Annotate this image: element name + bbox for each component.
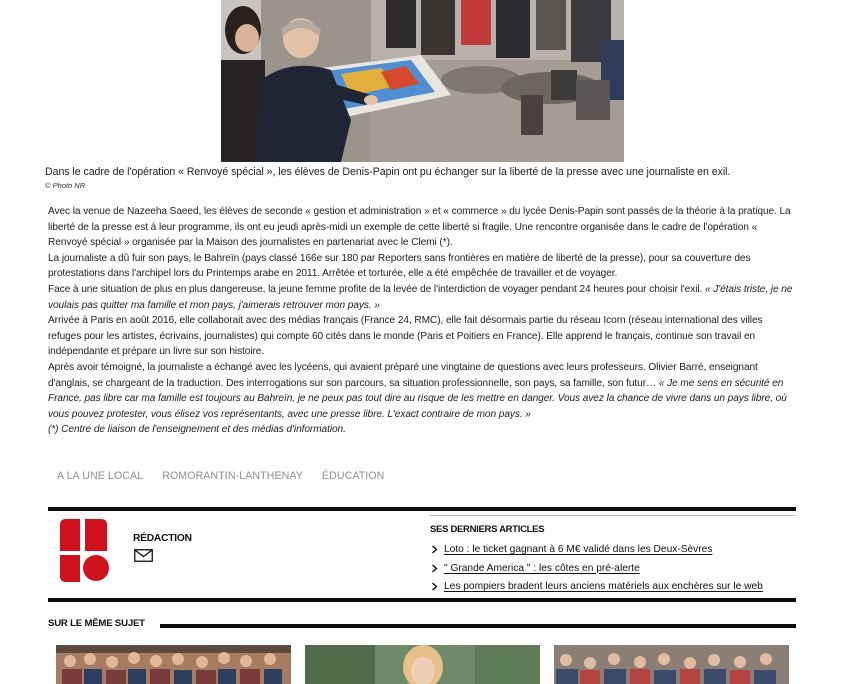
tag-a-la-une-local[interactable]: A LA UNE LOCAL — [57, 470, 144, 482]
list-item — [430, 577, 763, 596]
tag-education[interactable]: ÉDUCATION — [321, 470, 385, 482]
envelope-icon[interactable] — [134, 549, 153, 562]
chevron-right-icon — [430, 564, 439, 573]
list-item — [430, 540, 763, 559]
classroom-photo — [221, 0, 624, 162]
section-divider — [48, 507, 796, 511]
same-subject-divider — [160, 624, 796, 628]
chevron-right-icon — [430, 545, 439, 554]
photo-credit: © Photo NR — [45, 181, 86, 190]
article-tags — [57, 470, 403, 482]
article-body — [48, 204, 798, 438]
related-article-thumbnail[interactable] — [305, 645, 540, 684]
article-paragraph: Après avoir témoigné, la journaliste a échangé avec les lycéens, qui avaient préparé une vingtaine de questions avec leurs professeurs. Olivier Barré, enseignant d'anglais, se chargeant de la traduction. Des interrogations sur son parcours, sa situation professionnelle, son pays, sa famille, son futur… « Je me sens en sécurité en France, pas libre car ma famille est toujours au Bahreïn, je ne peux pas tout dire au risque de les mettre en danger. Vous avez la chance de vivre dans un pays libre, où vous pouvez protester, vous élisez vos représentants, avec une presse libre. L'exact contraire de mon pays. » — [48, 361, 787, 420]
list-item — [430, 559, 763, 578]
article-paragraph: La journaliste a dû fuir son pays, le Bahreïn (pays classé 166e sur 180 par Reporters sans frontières en matière de liberté de la presse), pour sa couverture des protestations dans l'archipel lors du Printemps arabe en 2011. Arrêtée et torturée, elle a été empêchée de travailler et de voyager. — [48, 252, 751, 280]
latest-article-link[interactable]: " Grande America " : les côtes en pré-alerte — [444, 562, 640, 574]
article-paragraph: Face à une situation de plus en plus dangereuse, la jeune femme profite de la levée de l'interdiction de voyager pendant 24 heures pour choisir l'exil. « J'étais triste, je ne voulais pas quitter ma famille et mon pays, j'aimerais retrouver mon pays. » — [48, 283, 793, 311]
article-quote: « Je me sens en sécurité en France, pas libre car ma famille est toujours au Bahreïn, je ne peux pas tout dire au risque de les mettre en danger. Vous avez la chance de vivre dans un pays libre, où vous pouvez protester, vous élisez vos représentants, avec une presse libre. L'exact contraire de mon pays. » — [48, 377, 787, 420]
related-article-thumbnail[interactable] — [554, 645, 789, 684]
section-divider — [48, 598, 796, 602]
article-footnote: (*) Centre de liaison de l'enseignement et des médias d'information. — [48, 424, 346, 436]
article-photo — [221, 0, 624, 162]
latest-divider — [430, 515, 796, 516]
article-quote: « J'étais triste, je ne voulais pas quitter ma famille et mon pays, j'aimerais retrouver mon pays. » — [48, 283, 793, 311]
nr-logo-icon[interactable] — [58, 517, 109, 584]
latest-article-link[interactable]: Les pompiers bradent leurs anciens matériels aux enchères sur le web — [444, 581, 763, 593]
same-subject-title: SUR LE MÊME SUJET — [48, 618, 145, 629]
article-paragraph: Arrivée à Paris en août 2016, elle collaborait avec des médias français (France 24, RMC), elle fait désormais partie du réseau Icorn (réseau international des villes refuges pour les artistes, écrivains, journalistes) qui compte 60 cités dans le monde (Paris et Poitiers en France). Elle apprend le français, continue son travail en indépendante et prépare un livre sur son histoire. — [48, 315, 763, 358]
article-paragraph: Avec la venue de Nazeeha Saeed, les élèves de seconde « gestion et administration » et « commerce » du lycée Denis-Papin sont passés de la théorie à la pratique. La liberté de la presse est à leur programme, ils ont eu jeudi après-midi un exemple de cette liberté si fragile. Une rencontre organisée dans le cadre de l'opération « Renvoyé spécial » organisée par la Maison des journalistes en partenariat avec le Clemi (*). — [48, 206, 791, 249]
chevron-right-icon — [430, 582, 439, 591]
latest-articles-title: SES DERNIERS ARTICLES — [430, 524, 545, 535]
tag-romorantin-lanthenay[interactable]: ROMORANTIN-LANTHENAY — [162, 470, 303, 482]
latest-article-link[interactable]: Loto : le ticket gagnant à 6 M€ validé dans les Deux-Sèvres — [444, 543, 713, 555]
author-name[interactable]: RÉDACTION — [133, 533, 192, 544]
related-article-thumbnail[interactable] — [56, 645, 291, 684]
latest-articles-list — [430, 540, 763, 596]
photo-caption: Dans le cadre de l'opération « Renvoyé spécial », les élèves de Denis-Papin ont pu échanger sur la liberté de la presse avec une journaliste en exil. — [45, 166, 731, 178]
